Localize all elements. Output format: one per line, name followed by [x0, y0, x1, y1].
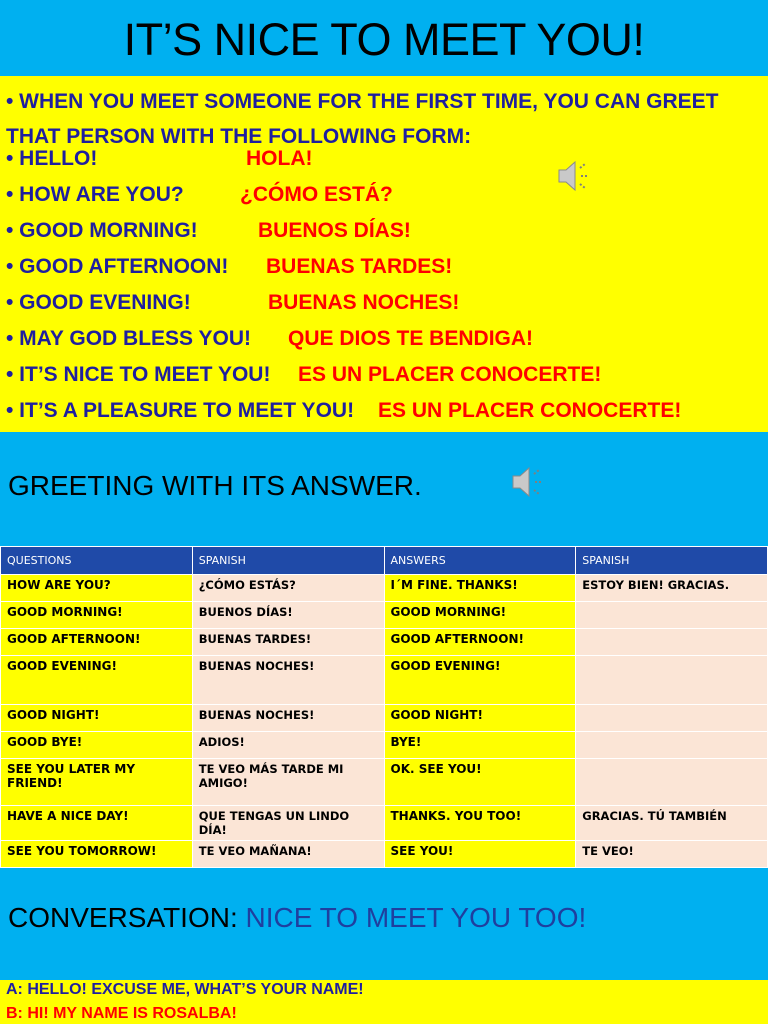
cell-answer: BYE!	[384, 732, 576, 759]
conversation-line: A: HELLO! EXCUSE ME, WHAT’S YOUR NAME!	[6, 981, 364, 998]
phrase-spanish: BUENAS NOCHES!	[268, 291, 460, 314]
cell-answer: SEE YOU!	[384, 841, 576, 868]
phrase-row	[6, 254, 453, 280]
cell-question: SEE YOU TOMORROW!	[1, 841, 193, 868]
table-row	[1, 656, 768, 705]
page-title: IT’S NICE TO MEET YOU!	[123, 14, 645, 65]
table-row	[1, 629, 768, 656]
phrase-english: • IT’S NICE TO MEET YOU!	[6, 363, 271, 386]
col-header-answers: ANSWERS	[384, 547, 576, 575]
phrase-row	[6, 146, 313, 172]
cell-answer-spanish: ESTOY BIEN! GRACIAS.	[576, 575, 768, 602]
cell-question-spanish: BUENAS NOCHES!	[192, 656, 384, 705]
cell-question-spanish: BUENOS DÍAS!	[192, 602, 384, 629]
cell-answer-spanish: GRACIAS. TÚ TAMBIÉN	[576, 806, 768, 841]
cell-answer-spanish	[576, 759, 768, 806]
cell-question: HOW ARE YOU?	[1, 575, 193, 602]
cell-answer: THANKS. YOU TOO!	[384, 806, 576, 841]
phrase-row	[6, 290, 460, 316]
table-row	[1, 841, 768, 868]
cell-question: GOOD EVENING!	[1, 656, 193, 705]
cell-question: GOOD MORNING!	[1, 602, 193, 629]
phrase-spanish: QUE DIOS TE BENDIGA!	[288, 327, 534, 350]
col-header-spanish: SPANISH	[576, 547, 768, 575]
phrase-english: • HOW ARE YOU?	[6, 183, 184, 206]
table-row	[1, 732, 768, 759]
cell-answer-spanish	[576, 705, 768, 732]
cell-answer-spanish	[576, 602, 768, 629]
cell-answer-spanish	[576, 629, 768, 656]
conversation-highlight: NICE TO MEET YOU TOO!	[245, 902, 587, 933]
cell-question: HAVE A NICE DAY!	[1, 806, 193, 841]
phrase-english: • GOOD AFTERNOON!	[6, 255, 229, 278]
conversation-label: CONVERSATION:	[8, 902, 246, 933]
cell-answer-spanish	[576, 656, 768, 705]
speaker-icon[interactable]	[556, 156, 596, 196]
phrase-row	[6, 326, 534, 352]
phrase-spanish: ES UN PLACER CONOCERTE!	[378, 399, 682, 422]
greeting-table	[0, 546, 768, 868]
cell-question-spanish: BUENAS NOCHES!	[192, 705, 384, 732]
cell-question-spanish: BUENAS TARDES!	[192, 629, 384, 656]
cell-question: GOOD AFTERNOON!	[1, 629, 193, 656]
intro-text: • WHEN YOU MEET SOMEONE FOR THE FIRST TIME, YOU CAN GREET THAT PERSON WITH THE FOLLOWING FORM:	[6, 90, 719, 148]
cell-answer: OK. SEE YOU!	[384, 759, 576, 806]
cell-question-spanish: ¿CÓMO ESTÁS?	[192, 575, 384, 602]
table-row	[1, 759, 768, 806]
section-title-conversation	[8, 902, 586, 934]
phrase-english: • IT’S A PLEASURE TO MEET YOU!	[6, 399, 355, 422]
cell-question: SEE YOU LATER MY FRIEND!	[1, 759, 193, 806]
section-title-greeting: GREETING WITH ITS ANSWER.	[8, 470, 422, 501]
conversation-line: B: HI! MY NAME IS ROSALBA!	[6, 1005, 237, 1022]
cell-question: GOOD BYE!	[1, 732, 193, 759]
table-row	[1, 575, 768, 602]
table-row	[1, 602, 768, 629]
cell-answer-spanish: TE VEO!	[576, 841, 768, 868]
phrase-spanish: BUENAS TARDES!	[266, 255, 453, 278]
phrase-spanish: HOLA!	[246, 147, 313, 170]
phrase-spanish: BUENOS DÍAS!	[258, 219, 411, 242]
phrase-english: • MAY GOD BLESS YOU!	[6, 327, 252, 350]
phrase-english: • HELLO!	[6, 147, 98, 170]
speaker-icon[interactable]	[510, 462, 550, 502]
table-row	[1, 806, 768, 841]
phrase-row	[6, 398, 682, 424]
cell-answer: GOOD EVENING!	[384, 656, 576, 705]
phrase-row	[6, 182, 393, 208]
cell-question: GOOD NIGHT!	[1, 705, 193, 732]
cell-answer: GOOD MORNING!	[384, 602, 576, 629]
cell-question-spanish: TE VEO MAÑANA!	[192, 841, 384, 868]
phrase-english: • GOOD EVENING!	[6, 291, 191, 314]
table-row	[1, 705, 768, 732]
phrase-spanish: ES UN PLACER CONOCERTE!	[298, 363, 602, 386]
phrase-row	[6, 362, 602, 388]
cell-answer-spanish	[576, 732, 768, 759]
cell-answer: I´M FINE. THANKS!	[384, 575, 576, 602]
cell-answer: GOOD NIGHT!	[384, 705, 576, 732]
cell-question-spanish: QUE TENGAS UN LINDO DÍA!	[192, 806, 384, 841]
cell-question-spanish: TE VEO MÁS TARDE MI AMIGO!	[192, 759, 384, 806]
phrase-spanish: ¿CÓMO ESTÁ?	[240, 183, 393, 206]
cell-question-spanish: ADIOS!	[192, 732, 384, 759]
col-header-spanish: SPANISH	[192, 547, 384, 575]
phrase-row	[6, 218, 411, 244]
phrase-english: • GOOD MORNING!	[6, 219, 198, 242]
cell-answer: GOOD AFTERNOON!	[384, 629, 576, 656]
col-header-questions: QUESTIONS	[1, 547, 193, 575]
